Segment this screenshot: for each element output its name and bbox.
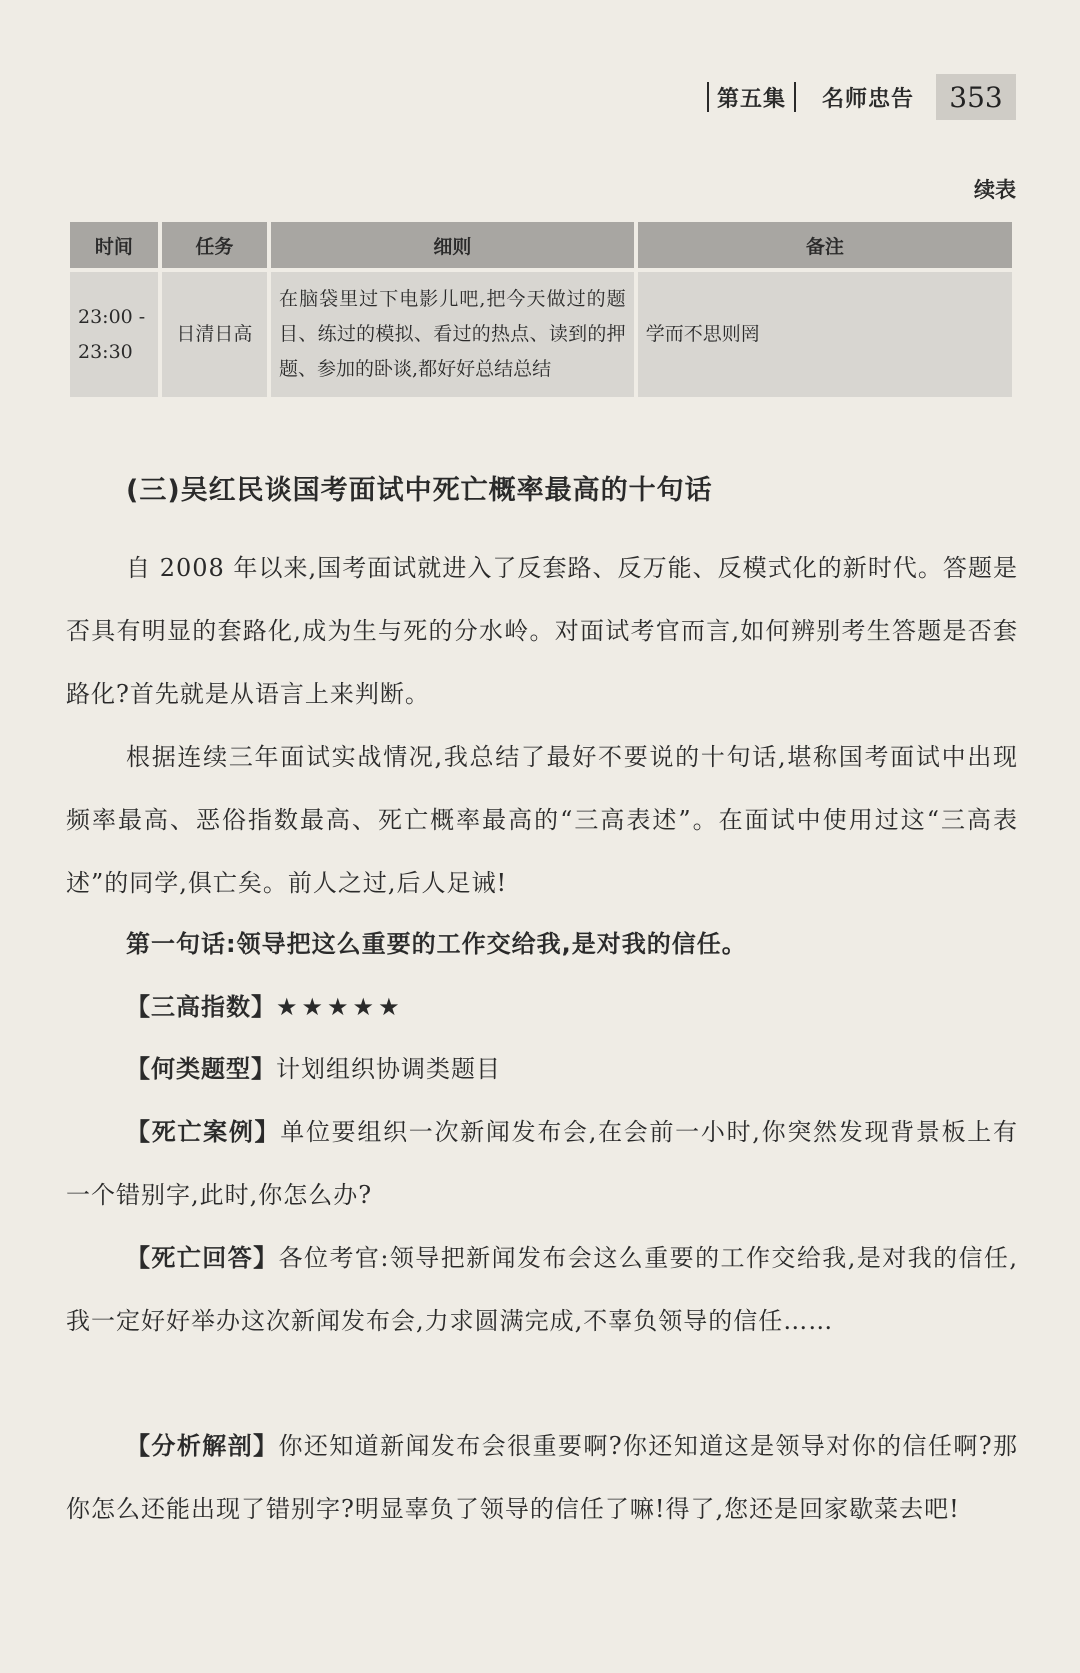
case-value: 单位要组织一次新闻发布会,在会前一小时,你突然发现背景板上有一个错别字,此时,你怎么办?: [66, 1118, 1018, 1209]
paragraph-intro-2: 根据连续三年面试实战情况,我总结了最好不要说的十句话,堪称国考面试中出现频率最高、恶俗指数最高、死亡概率最高的“三高表述”。在面试中使用过这“三高表述”的同学,俱亡矣。前人之过,后人足诫!: [66, 743, 1018, 897]
analysis-value: 你还知道新闻发布会很重要啊?你还知道这是领导对你的信任啊?那你怎么还能出现了错别字?明显辜负了领导的信任了嘛!得了,您还是回家歇菜去吧!: [66, 1432, 1019, 1523]
page-number: 353: [936, 74, 1016, 120]
section-heading: (三)吴红民谈国考面试中死亡概率最高的十句话: [126, 475, 713, 506]
table-header-row: [70, 222, 1012, 268]
answer-label: 【死亡回答】: [126, 1244, 279, 1272]
schedule-table: [66, 222, 1016, 397]
column-header-task: 任务: [162, 222, 267, 268]
header-chapter: 名师忠告: [821, 86, 914, 112]
index-label: 【三高指数】: [126, 993, 276, 1021]
type-line: [66, 1038, 1018, 1101]
answer-value: 各位考官:领导把新闻发布会这么重要的工作交给我,是对我的信任,我一定好好举办这次新闻发布会,力求圆满完成,不辜负领导的信任……: [66, 1244, 1018, 1335]
type-label: 【何类题型】: [126, 1055, 276, 1083]
case-label: 【死亡案例】: [126, 1118, 281, 1146]
cell-task: 日清日高: [162, 272, 267, 397]
column-header-detail: 细则: [271, 222, 634, 268]
analysis-label: 【分析解剖】: [126, 1432, 279, 1460]
answer-paragraph: [66, 1227, 1018, 1353]
cell-note: 学而不思则罔: [638, 272, 1012, 397]
sentence-title: 第一句话:领导把这么重要的工作交给我,是对我的信任。: [126, 930, 747, 958]
column-header-time: 时间: [70, 222, 158, 268]
type-value: 计划组织协调类题目: [276, 1055, 501, 1083]
header-divider: [794, 82, 796, 112]
cell-detail: 在脑袋里过下电影儿吧,把今天做过的题目、练过的模拟、看过的热点、读到的押题、参加的卧谈,都好好总结总结: [271, 272, 634, 397]
column-header-note: 备注: [638, 222, 1012, 268]
case-paragraph: [66, 1101, 1018, 1227]
header-divider: [707, 82, 709, 112]
cell-time: 23:00 - 23:30: [70, 272, 158, 397]
running-header: [699, 74, 1016, 120]
paragraph-intro-1: 自 2008 年以来,国考面试就进入了反套路、反万能、反模式化的新时代。答题是否具有明显的套路化,成为生与死的分水岭。对面试考官而言,如何辨别考生答题是否套路化?首先就是从语言上来判断。: [66, 554, 1018, 708]
table-row: [70, 272, 1012, 397]
table-caption: 续表: [974, 177, 1016, 202]
analysis-paragraph: [66, 1415, 1018, 1541]
rating-stars: ★★★★★: [276, 993, 404, 1021]
index-line: [66, 976, 1018, 1039]
header-series: 第五集: [716, 86, 786, 112]
